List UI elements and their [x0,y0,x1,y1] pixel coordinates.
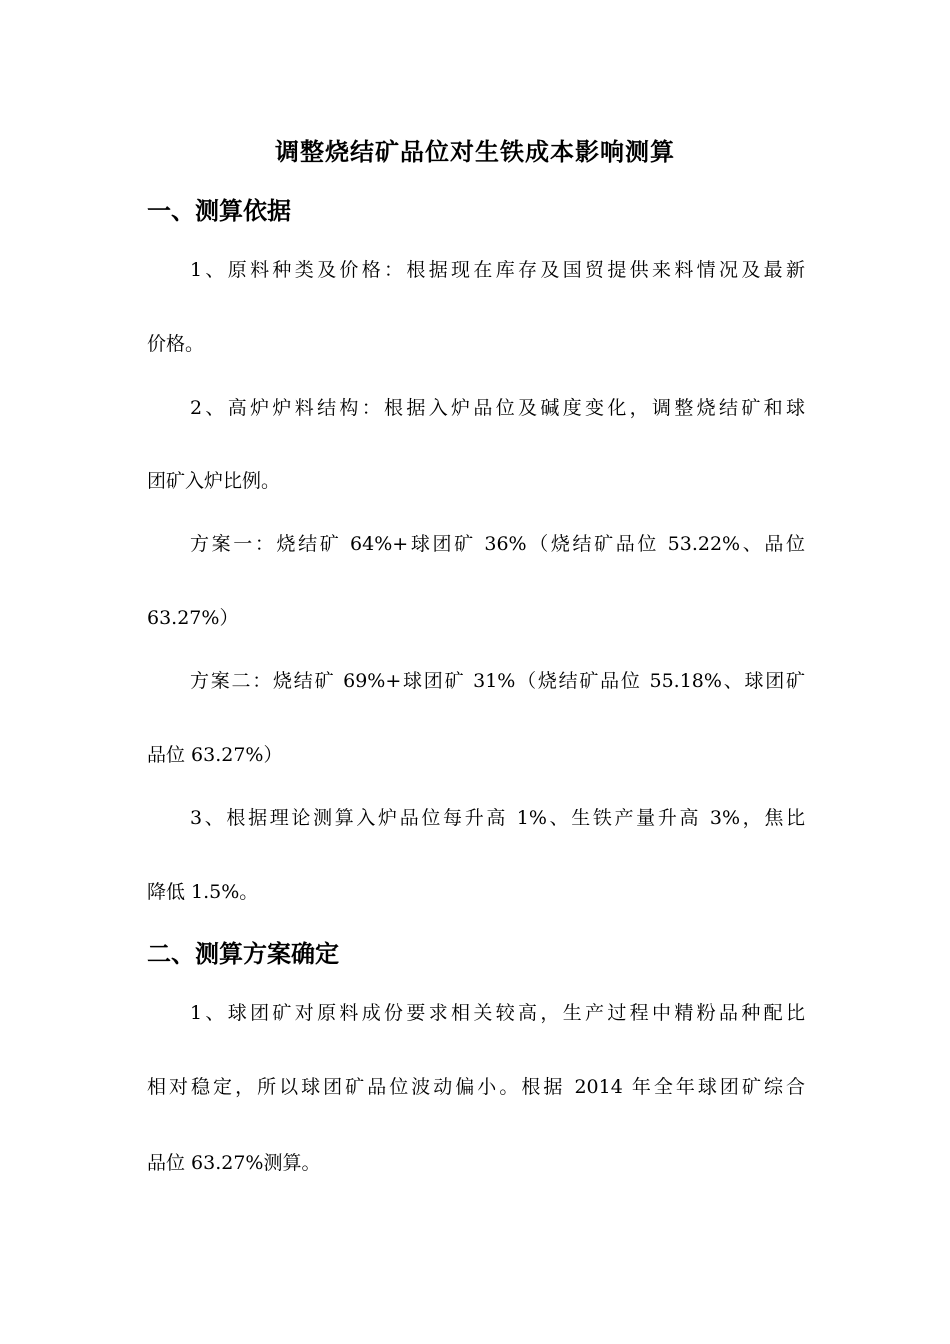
paragraph-line: 1、球团矿对原料成份要求相关较高，生产过程中精粉品种配比 [190,1002,805,1024]
section-heading-basis: 一、测算依据 [147,197,291,225]
paragraph-line: 2、高炉炉料结构：根据入炉品位及碱度变化，调整烧结矿和球 [190,397,805,419]
paragraph-line: 1、原料种类及价格：根据现在库存及国贸提供来料情况及最新 [190,259,805,281]
plan-one-line: 63.27%） [147,607,239,629]
paragraph-line: 相对稳定，所以球团矿品位波动偏小。根据 2014 年全年球团矿综合 [147,1076,805,1098]
section-heading-plan: 二、测算方案确定 [147,940,339,968]
plan-one-line: 方案一：烧结矿 64%+球团矿 36%（烧结矿品位 53.22%、品位 [190,533,805,555]
paragraph-line: 团矿入炉比例。 [147,470,281,492]
plan-two-line: 方案二：烧结矿 69%+球团矿 31%（烧结矿品位 55.18%、球团矿 [190,670,805,692]
paragraph-line: 价格。 [147,333,205,355]
paragraph-line: 品位 63.27%测算。 [147,1152,321,1174]
document-title: 调整烧结矿品位对生铁成本影响测算 [275,138,675,166]
paragraph-line: 3、根据理论测算入炉品位每升高 1%、生铁产量升高 3%，焦比 [190,807,805,829]
paragraph-line: 降低 1.5%。 [147,881,259,903]
plan-two-line: 品位 63.27%） [147,744,283,766]
